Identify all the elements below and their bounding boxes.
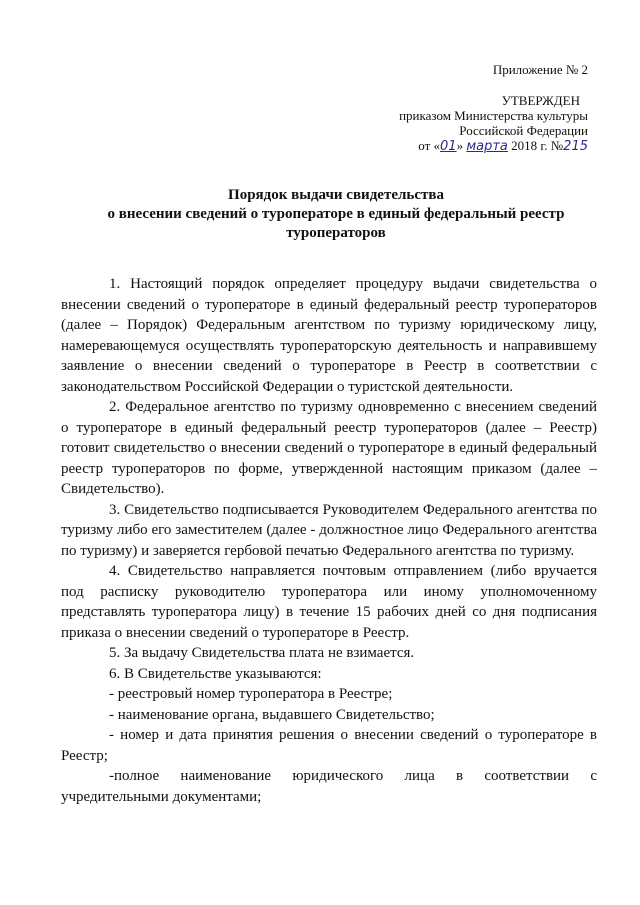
order-line-2: Российской Федерации [459,123,588,138]
title-line-3: туроператоров [286,225,386,241]
appendix-label: Приложение № 2 [492,62,588,77]
title-line-2: о внесении сведений о туроператоре в единый федеральный реестр [107,206,565,222]
order-number: 215 [563,139,588,154]
date-mid: » [456,138,464,153]
paragraph-1: 1. Настоящий порядок определяет процедуру выдачи свидетельства о внесении сведений о туроператоре в единый федеральный реестр туроператоров (далее – Порядок) Федеральным агентством по туризму юридическому лицу, намеревающемуся осуществлять туроператорскую деятельность и направившему заявление о внесении сведений о туроператоре в Реестр в соответствии с законодательством Российской Федерации о туристской деятельности. [61,276,597,395]
approval-block [388,62,588,154]
date-prefix: от « [418,138,441,153]
date-year: 2018 г. № [511,138,564,153]
document-title [60,186,612,243]
date-month: марта [466,139,508,154]
list-item-decision-number-date: - номер и дата принятия решения о внесении сведений о туроператоре в Реестр; [61,727,597,764]
paragraph-5: 5. За выдачу Свидетельства плата не взимается. [109,645,415,661]
approved-label: УТВЕРЖДЕН [501,93,580,108]
paragraph-2: 2. Федеральное агентство по туризму одновременно с внесением сведений о туроператоре в единый федеральный реестр туроператоров (далее – Реестр) готовит свидетельство о внесении сведений о туроператоре в единый федеральный реестр туроператоров по форме, утвержденной настоящим приказом (далее – Свидетельство). [61,399,597,497]
list-item-full-legal-name: -полное наименование юридического лица в соответствии с учредительными документами; [61,768,597,805]
paragraph-4: 4. Свидетельство направляется почтовым отправлением (либо вручается под расписку руководителю туроператора или иному уполномоченному представлять туроператора лицу) в течение 15 рабочих дней со дня подписания приказа о внесении сведений о туроператоре в Реестр. [61,563,597,641]
title-line-1: Порядок выдачи свидетельства [228,187,444,203]
document-body [61,274,597,807]
list-item-issuing-authority: - наименование органа, выдавшего Свидетельство; [109,706,435,723]
paragraph-6: 6. В Свидетельстве указываются: [109,665,322,682]
date-day: 01 [440,139,457,154]
paragraph-3: 3. Свидетельство подписывается Руководителем Федерального агентства по туризму либо его заместителем (далее - должностное лицо Федерального агентства по туризму) и заверяется гербовой печатью Федерального агентства по туризму. [61,501,597,559]
order-date-line [388,138,588,154]
order-line-1: приказом Министерства культуры [399,108,588,123]
list-item-registry-number: - реестровый номер туроператора в Реестре; [109,686,393,702]
